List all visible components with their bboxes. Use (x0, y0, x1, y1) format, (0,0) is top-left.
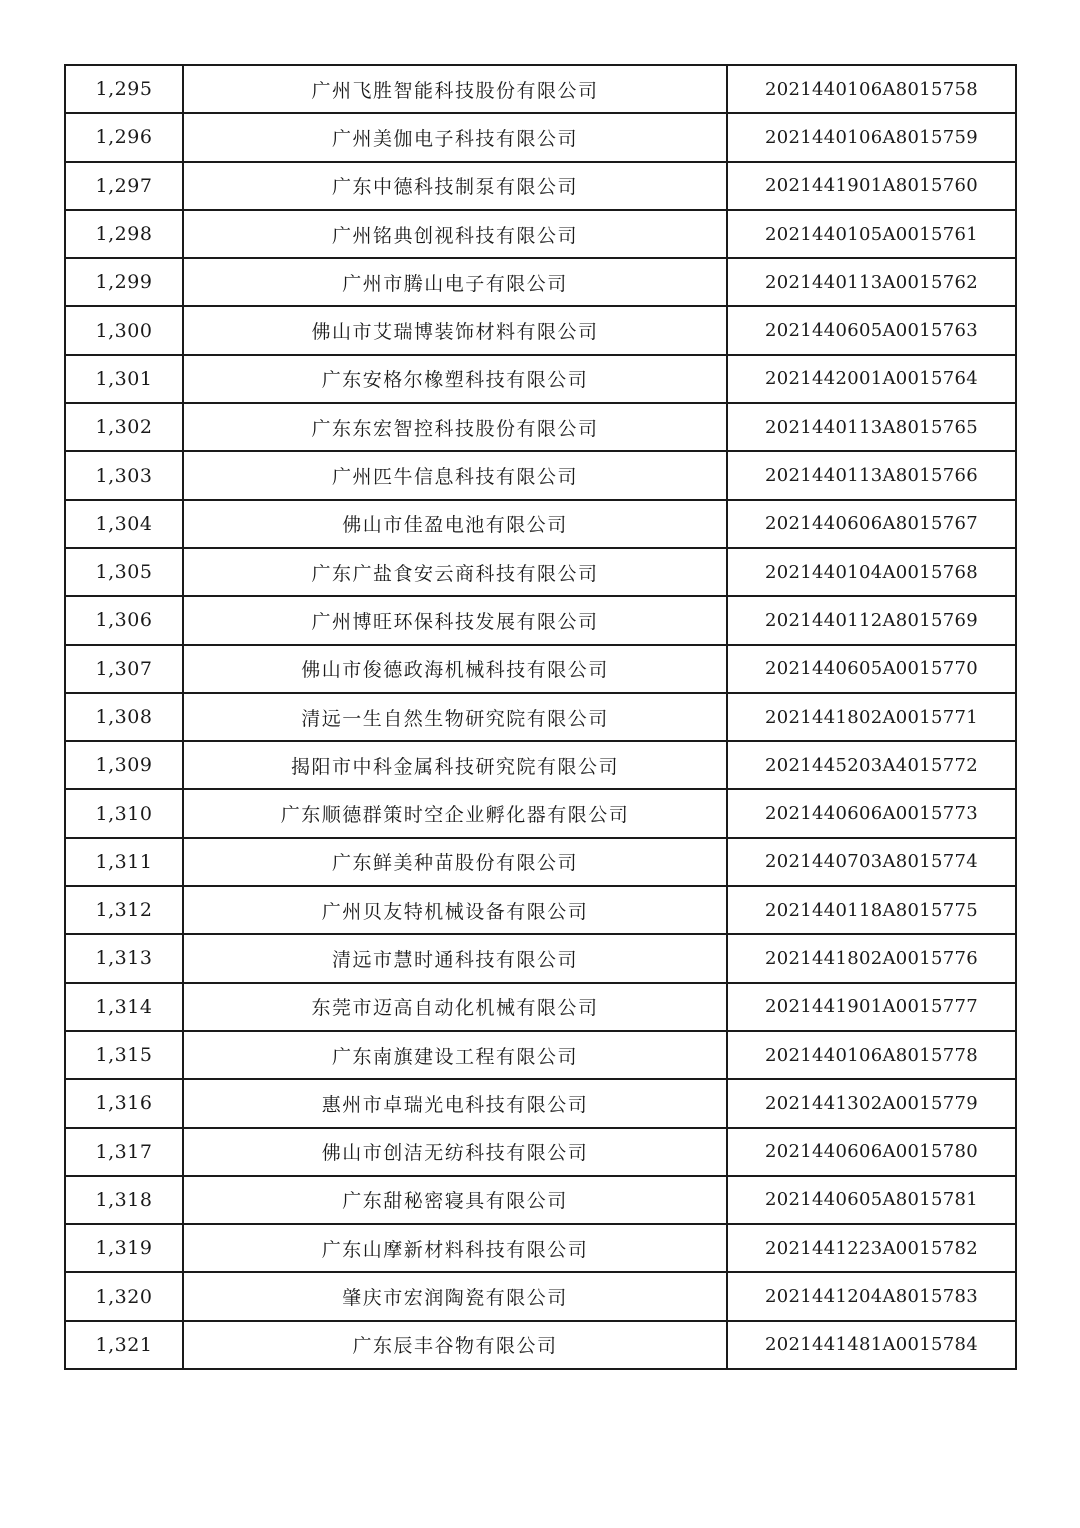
row-sequence-number: 1,305 (65, 548, 183, 596)
company-name-cell: 广州贝友特机械设备有限公司 (183, 886, 727, 934)
row-sequence-number: 1,312 (65, 886, 183, 934)
registration-code-cell: 2021441901A0015777 (727, 983, 1016, 1031)
table-row (65, 1272, 1016, 1320)
table-row (65, 1176, 1016, 1224)
company-name-cell: 广东广盐食安云商科技有限公司 (183, 548, 727, 596)
row-sequence-number: 1,298 (65, 210, 183, 258)
row-sequence-number: 1,321 (65, 1321, 183, 1369)
company-name-cell: 广东东宏智控科技股份有限公司 (183, 403, 727, 451)
table-row (65, 500, 1016, 548)
row-sequence-number: 1,302 (65, 403, 183, 451)
row-sequence-number: 1,296 (65, 113, 183, 161)
company-name-cell: 广东辰丰谷物有限公司 (183, 1321, 727, 1369)
company-name-cell: 广州美伽电子科技有限公司 (183, 113, 727, 161)
company-name-cell: 广州匹牛信息科技有限公司 (183, 451, 727, 499)
company-name-cell: 惠州市卓瑞光电科技有限公司 (183, 1079, 727, 1127)
company-name-cell: 清远一生自然生物研究院有限公司 (183, 693, 727, 741)
company-name-cell: 揭阳市中科金属科技研究院有限公司 (183, 741, 727, 789)
table-row (65, 789, 1016, 837)
row-sequence-number: 1,310 (65, 789, 183, 837)
table-row (65, 1128, 1016, 1176)
registration-code-cell: 2021440104A0015768 (727, 548, 1016, 596)
row-sequence-number: 1,306 (65, 596, 183, 644)
row-sequence-number: 1,318 (65, 1176, 183, 1224)
registration-code-cell: 2021440106A8015759 (727, 113, 1016, 161)
table-row (65, 645, 1016, 693)
table-body (65, 65, 1016, 1369)
registration-code-cell: 2021445203A4015772 (727, 741, 1016, 789)
registration-code-cell: 2021442001A0015764 (727, 355, 1016, 403)
company-name-cell: 广东中德科技制泵有限公司 (183, 162, 727, 210)
company-name-cell: 东莞市迈高自动化机械有限公司 (183, 983, 727, 1031)
company-name-cell: 佛山市佳盈电池有限公司 (183, 500, 727, 548)
registration-code-cell: 2021440605A0015763 (727, 306, 1016, 354)
table-row (65, 1224, 1016, 1272)
row-sequence-number: 1,299 (65, 258, 183, 306)
row-sequence-number: 1,300 (65, 306, 183, 354)
registration-code-cell: 2021441204A8015783 (727, 1272, 1016, 1320)
table-row (65, 355, 1016, 403)
company-name-cell: 佛山市俊德政海机械科技有限公司 (183, 645, 727, 693)
registration-code-cell: 2021441802A0015776 (727, 934, 1016, 982)
registration-code-cell: 2021440112A8015769 (727, 596, 1016, 644)
table-row (65, 741, 1016, 789)
row-sequence-number: 1,297 (65, 162, 183, 210)
company-name-cell: 广东安格尔橡塑科技有限公司 (183, 355, 727, 403)
row-sequence-number: 1,320 (65, 1272, 183, 1320)
registration-code-cell: 2021440605A0015770 (727, 645, 1016, 693)
row-sequence-number: 1,303 (65, 451, 183, 499)
table-row (65, 451, 1016, 499)
company-name-cell: 肇庆市宏润陶瓷有限公司 (183, 1272, 727, 1320)
company-name-cell: 清远市慧时通科技有限公司 (183, 934, 727, 982)
table-row (65, 596, 1016, 644)
registration-code-cell: 2021441302A0015779 (727, 1079, 1016, 1127)
company-name-cell: 广州铭典创视科技有限公司 (183, 210, 727, 258)
table-row (65, 113, 1016, 161)
table-row (65, 838, 1016, 886)
registration-code-cell: 2021440106A8015778 (727, 1031, 1016, 1079)
registration-code-cell: 2021441802A0015771 (727, 693, 1016, 741)
row-sequence-number: 1,301 (65, 355, 183, 403)
registration-code-cell: 2021441901A8015760 (727, 162, 1016, 210)
company-name-cell: 广东山摩新材料科技有限公司 (183, 1224, 727, 1272)
company-name-cell: 广东甜秘密寝具有限公司 (183, 1176, 727, 1224)
table-row (65, 162, 1016, 210)
company-name-cell: 佛山市艾瑞博装饰材料有限公司 (183, 306, 727, 354)
registration-code-cell: 2021440113A8015765 (727, 403, 1016, 451)
table-row (65, 258, 1016, 306)
registration-code-cell: 2021440113A8015766 (727, 451, 1016, 499)
row-sequence-number: 1,313 (65, 934, 183, 982)
registration-code-cell: 2021440606A8015767 (727, 500, 1016, 548)
table-row (65, 548, 1016, 596)
row-sequence-number: 1,319 (65, 1224, 183, 1272)
table-row (65, 1321, 1016, 1369)
registry-table-page (64, 64, 1015, 1370)
row-sequence-number: 1,316 (65, 1079, 183, 1127)
registration-code-cell: 2021440106A8015758 (727, 65, 1016, 113)
table-row (65, 886, 1016, 934)
company-name-cell: 广州飞胜智能科技股份有限公司 (183, 65, 727, 113)
row-sequence-number: 1,307 (65, 645, 183, 693)
table-row (65, 934, 1016, 982)
table-row (65, 210, 1016, 258)
row-sequence-number: 1,315 (65, 1031, 183, 1079)
registration-code-cell: 2021440113A0015762 (727, 258, 1016, 306)
table-row (65, 693, 1016, 741)
row-sequence-number: 1,309 (65, 741, 183, 789)
table-row (65, 403, 1016, 451)
row-sequence-number: 1,304 (65, 500, 183, 548)
row-sequence-number: 1,308 (65, 693, 183, 741)
table-row (65, 65, 1016, 113)
registration-code-cell: 2021440606A0015780 (727, 1128, 1016, 1176)
registration-code-cell: 2021441223A0015782 (727, 1224, 1016, 1272)
company-name-cell: 广州博旺环保科技发展有限公司 (183, 596, 727, 644)
table-row (65, 1079, 1016, 1127)
table-row (65, 983, 1016, 1031)
table-row (65, 1031, 1016, 1079)
company-name-cell: 广州市腾山电子有限公司 (183, 258, 727, 306)
company-name-cell: 广东鲜美种苗股份有限公司 (183, 838, 727, 886)
company-name-cell: 广东顺德群策时空企业孵化器有限公司 (183, 789, 727, 837)
registration-code-cell: 2021440605A8015781 (727, 1176, 1016, 1224)
registration-code-cell: 2021441481A0015784 (727, 1321, 1016, 1369)
company-name-cell: 佛山市创洁无纺科技有限公司 (183, 1128, 727, 1176)
registration-code-cell: 2021440105A0015761 (727, 210, 1016, 258)
row-sequence-number: 1,317 (65, 1128, 183, 1176)
registration-code-cell: 2021440606A0015773 (727, 789, 1016, 837)
table-row (65, 306, 1016, 354)
registration-code-cell: 2021440703A8015774 (727, 838, 1016, 886)
row-sequence-number: 1,311 (65, 838, 183, 886)
row-sequence-number: 1,314 (65, 983, 183, 1031)
row-sequence-number: 1,295 (65, 65, 183, 113)
registration-code-cell: 2021440118A8015775 (727, 886, 1016, 934)
company-registry-table (64, 64, 1017, 1370)
company-name-cell: 广东南旗建设工程有限公司 (183, 1031, 727, 1079)
